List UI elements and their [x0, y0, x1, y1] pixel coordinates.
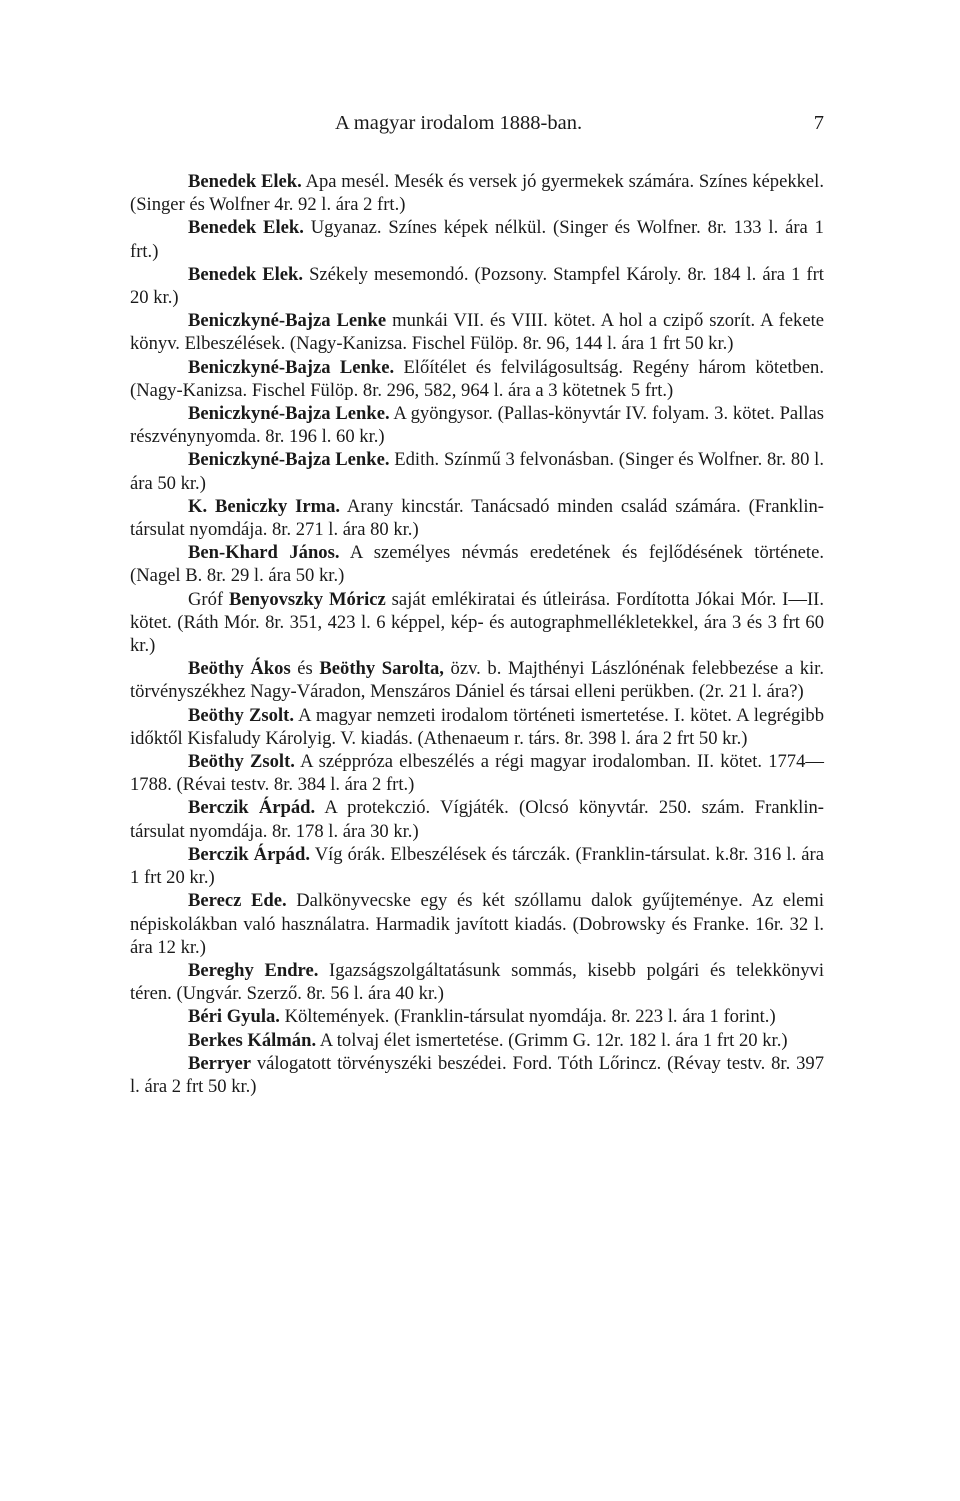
entry-text: özv. b. Majthényi Lászlónénak felebbezése a kir. törvényszékhez Nagy-Váradon, Menszáros Dániel és társai elleni perükben. (2r. 21 l. ára?)	[130, 658, 824, 703]
entry-conjunction: és	[290, 658, 320, 680]
bibliography-entry	[130, 750, 824, 796]
entry-author: Berkes Kálmán.	[188, 1029, 317, 1051]
entry-author: Berczik Árpád.	[188, 797, 316, 819]
entry-text: A tolvaj élet ismertetése. (Grimm G. 12r. 182 l. ára 1 frt 20 kr.)	[316, 1029, 788, 1051]
entry-text: válogatott törvényszéki beszédei. Ford. Tóth Lőrincz. (Révay testv. 8r. 397 l. ára 2 frt 50 kr.)	[130, 1052, 824, 1097]
entry-author: Béri Gyula.	[188, 1006, 280, 1028]
entry-author: Beniczkyné-Bajza Lenke.	[188, 403, 390, 425]
entry-author: Beniczkyné-Bajza Lenke	[188, 310, 387, 332]
entry-author: Beöthy Zsolt.	[188, 751, 295, 773]
bibliography-entry	[130, 959, 824, 1005]
bibliography-entry	[130, 1052, 824, 1098]
entry-author: K. Beniczky Irma.	[188, 495, 341, 517]
entry-author: Ben-Khard János.	[188, 542, 340, 564]
entry-text: Apa mesél. Mesék és versek jó gyermekek számára. Színes képekkel. (Singer és Wolfner 4r. 92 l. ára 2 frt.)	[130, 171, 824, 216]
bibliography-entry	[130, 263, 824, 309]
entry-author: Berczik Árpád.	[188, 843, 310, 865]
entry-author: Berecz Ede.	[188, 890, 287, 912]
bibliography-entry	[130, 402, 824, 448]
entry-text: Víg órák. Elbeszélések és tárczák. (Franklin-társulat. k.8r. 316 l. ára 1 frt 20 kr.)	[130, 843, 824, 889]
entry-author: Beniczkyné-Bajza Lenke.	[188, 449, 390, 471]
bibliography-list	[130, 170, 824, 1098]
bibliography-entry	[130, 1005, 824, 1028]
entry-text: A széppróza elbeszélés a régi magyar irodalomban. II. kötet. 1774—1788. (Révai testv. 8r. 384 l. ára 2 frt.)	[130, 751, 824, 796]
running-header	[130, 112, 824, 142]
entry-text: munkái VII. és VIII. kötet. A hol a czipő szorít. A fekete könyv. Elbeszélések. (Nagy-Kanizsa. Fischel Fülöp. 8r. 96, 144 l. ára 1 frt 50 kr.)	[130, 310, 824, 355]
running-title: A magyar irodalom 1888-ban.	[335, 112, 583, 134]
entry-text: Dalkönyvecske egy és két szóllamu dalok gyűjteménye. Az elemi népiskolákban való használatra. Harmadik javított kiadás. (Dobrowsky és Franke. 16r. 32 l. ára 12 kr.)	[130, 890, 825, 958]
page-number: 7	[813, 112, 824, 134]
bibliography-entry	[130, 448, 824, 494]
entry-text: A protekczió. Vígjáték. (Olcsó könyvtár. 250. szám. Franklin-társulat nyomdája. 8r. 178 l. ára 30 kr.)	[130, 797, 825, 842]
bibliography-entry	[130, 495, 824, 541]
entry-text: saját emlékiratai és útleirása. Fordította Jókai Mór. I—II. kötet. (Ráth Mór. 8r. 351, 423 l. 6 képpel, kép- és autographmellékletekkel, ára 3 és 3 frt 60 kr.)	[130, 588, 824, 657]
entry-author: Beöthy Zsolt.	[188, 704, 294, 726]
bibliography-entry	[130, 588, 824, 658]
entry-author: Bereghy Endre.	[188, 959, 319, 981]
entry-text: Edith. Színmű 3 felvonásban. (Singer és Wolfner. 8r. 80 l. ára 50 kr.)	[130, 449, 824, 494]
bibliography-entry	[130, 356, 824, 402]
entry-author: Benedek Elek.	[188, 217, 304, 239]
entry-text: Előítélet és felvilágosultság. Regény három kötetben. (Nagy-Kanizsa. Fischel Fülöp. 8r. 296, 582, 964 l. ára a 3 kötetnek 5 frt.)	[130, 356, 824, 401]
entry-prefix: Gróf	[188, 588, 230, 610]
entry-author: Benedek Elek.	[188, 171, 302, 192]
entry-text: Ugyanaz. Színes képek nélkül. (Singer és Wolfner. 8r. 133 l. ára 1 frt.)	[130, 217, 824, 262]
entry-text: Arany kincstár. Tanácsadó minden család számára. (Franklin-társulat nyomdája. 8r. 271 l. ára 80 kr.)	[130, 495, 825, 541]
entry-author: Benedek Elek.	[188, 263, 304, 285]
entry-author: Beniczkyné-Bajza Lenke.	[188, 356, 395, 378]
entry-text: A magyar nemzeti irodalom történeti ismertetése. I. kötet. A legrégibb időktől Kisfaludy Károlyig. V. kiadás. (Athenaeum r. társ. 8r. 398 l. ára 2 frt 50 kr.)	[130, 704, 824, 749]
bibliography-entry	[130, 657, 824, 703]
entry-text: A személyes névmás eredetének és fejlődésének története. (Nagel B. 8r. 29 l. ára 50 kr.)	[130, 542, 824, 587]
bibliography-entry	[130, 216, 824, 262]
entry-author: Benyovszky Móricz	[229, 588, 386, 610]
entry-text: Igazságszolgáltatásunk sommás, kisebb polgári és telekkönyvi téren. (Ungvár. Szerző. 8r. 56 l. ára 40 kr.)	[130, 959, 824, 1005]
entry-text: Költemények. (Franklin-társulat nyomdája. 8r. 223 l. ára 1 forint.)	[279, 1006, 776, 1028]
bibliography-entry	[130, 843, 824, 889]
bibliography-entry	[130, 541, 824, 587]
bibliography-entry	[130, 309, 824, 355]
bibliography-entry	[130, 704, 824, 750]
entry-text: A gyöngysor. (Pallas-könyvtár IV. folyam. 3. kötet. Pallas részvénynyomda. 8r. 196 l. 60 kr.)	[130, 403, 824, 448]
bibliography-entry	[130, 889, 824, 959]
entry-author: Berryer	[188, 1052, 251, 1074]
bibliography-entry	[130, 796, 824, 842]
entry-author: Beöthy Ákos	[188, 658, 291, 680]
entry-text: Székely mesemondó. (Pozsony. Stampfel Károly. 8r. 184 l. ára 1 frt 20 kr.)	[130, 263, 824, 309]
entry-second-author: Beöthy Sarolta,	[319, 658, 444, 680]
bibliography-entry	[130, 1029, 824, 1052]
bibliography-entry	[130, 170, 824, 216]
